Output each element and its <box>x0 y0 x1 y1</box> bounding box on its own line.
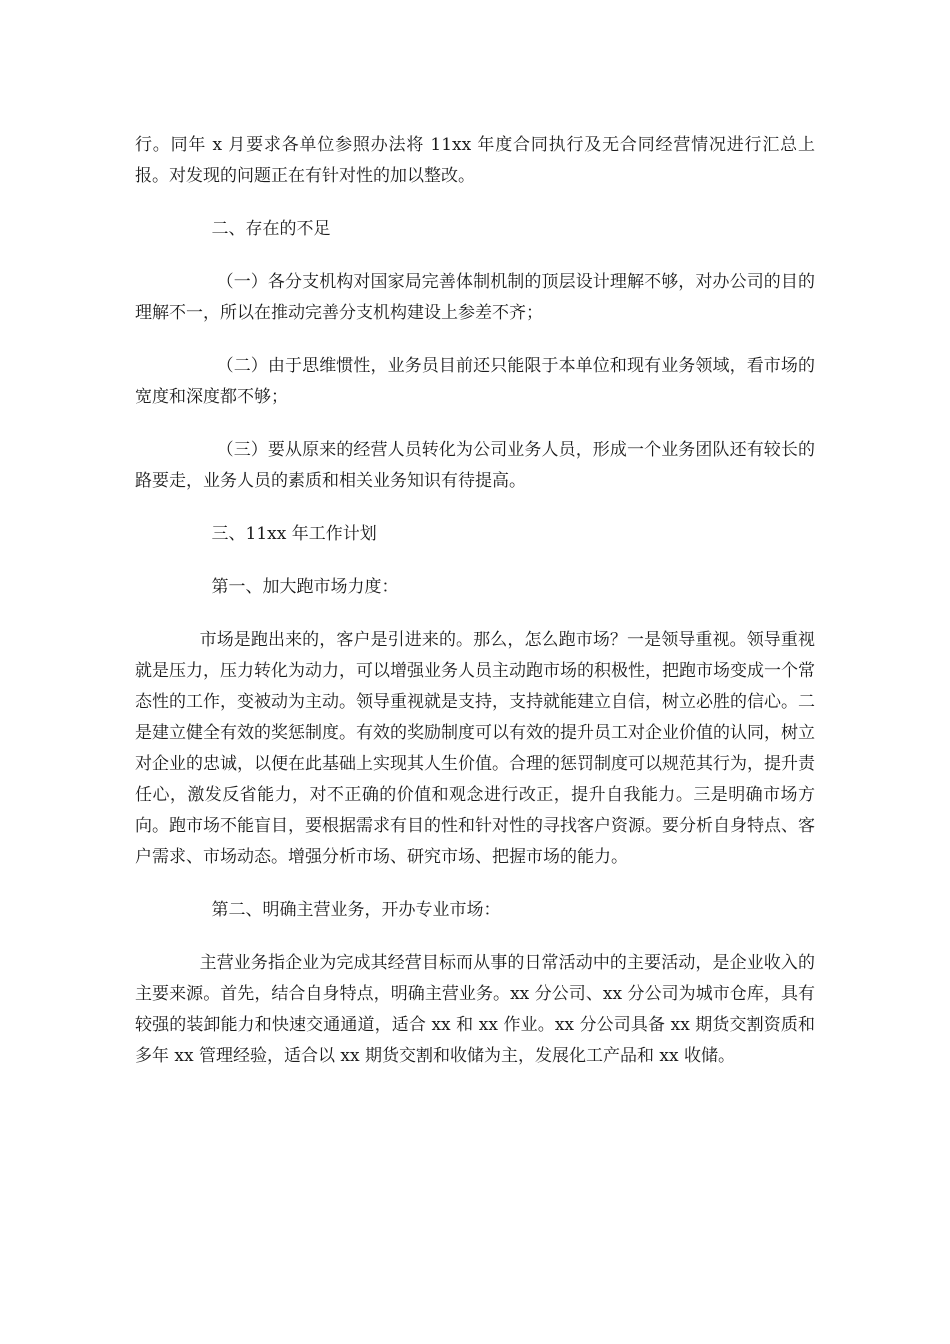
section-heading-work-plan: 三、11xx 年工作计划 <box>211 524 377 544</box>
shortcoming-item-2: （二）由于思维惯性，业务员目前还只能限于本单位和现有业务领域，看市场的宽度和深度都不够； <box>135 356 815 407</box>
market-paragraph: 市场是跑出来的，客户是引进来的。那么，怎么跑市场？一是领导重视。领导重视就是压力，压力转化为动力，可以增强业务人员主动跑市场的积极性，把跑市场变成一个常态性的工作，变被动为主动。领导重视就是支持，支持就能建立自信，树立必胜的信心。二是建立健全有效的奖惩制度。有效的奖励制度可以有效的提升员工对企业价值的认同，树立对企业的忠诚，以便在此基础上实现其人生价值。合理的惩罚制度可以规范其行为，提升责任心，激发反省能力，对不正确的价值和观念进行改正，提升自我能力。三是明确市场方向。跑市场不能盲目，要根据需求有目的性和针对性的寻找客户资源。要分析自身特点、客户需求、市场动态。增强分析市场、研究市场、把握市场的能力。 <box>135 630 815 867</box>
plan-heading-first: 第一、加大跑市场力度： <box>211 577 399 597</box>
main-business-paragraph: 主营业务指企业为完成其经营目标而从事的日常活动中的主要活动，是企业收入的主要来源。首先，结合自身特点，明确主营业务。xx 分公司、xx 分公司为城市仓库，具有较强的装卸能力和快速交通通道，适合 xx 和 xx 作业。xx 分公司具备 xx 期货交割资质和多年 xx 管理经验，适合以 xx 期货交割和收储为主，发展化工产品和 xx 收储。 <box>135 953 815 1066</box>
section-heading-shortcomings: 二、存在的不足 <box>211 219 331 239</box>
continuation-paragraph: 行。同年 x 月要求各单位参照办法将 11xx 年度合同执行及无合同经营情况进行汇总上报。对发现的问题正在有针对性的加以整改。 <box>135 135 815 186</box>
shortcoming-item-3: （三）要从原来的经营人员转化为公司业务人员，形成一个业务团队还有较长的路要走，业务人员的素质和相关业务知识有待提高。 <box>135 440 815 491</box>
shortcoming-item-1: （一）各分支机构对国家局完善体制机制的顶层设计理解不够，对办公司的目的理解不一，所以在推动完善分支机构建设上参差不齐； <box>135 272 815 323</box>
document-body <box>135 130 815 1094</box>
plan-heading-second: 第二、明确主营业务，开办专业市场： <box>211 900 501 920</box>
